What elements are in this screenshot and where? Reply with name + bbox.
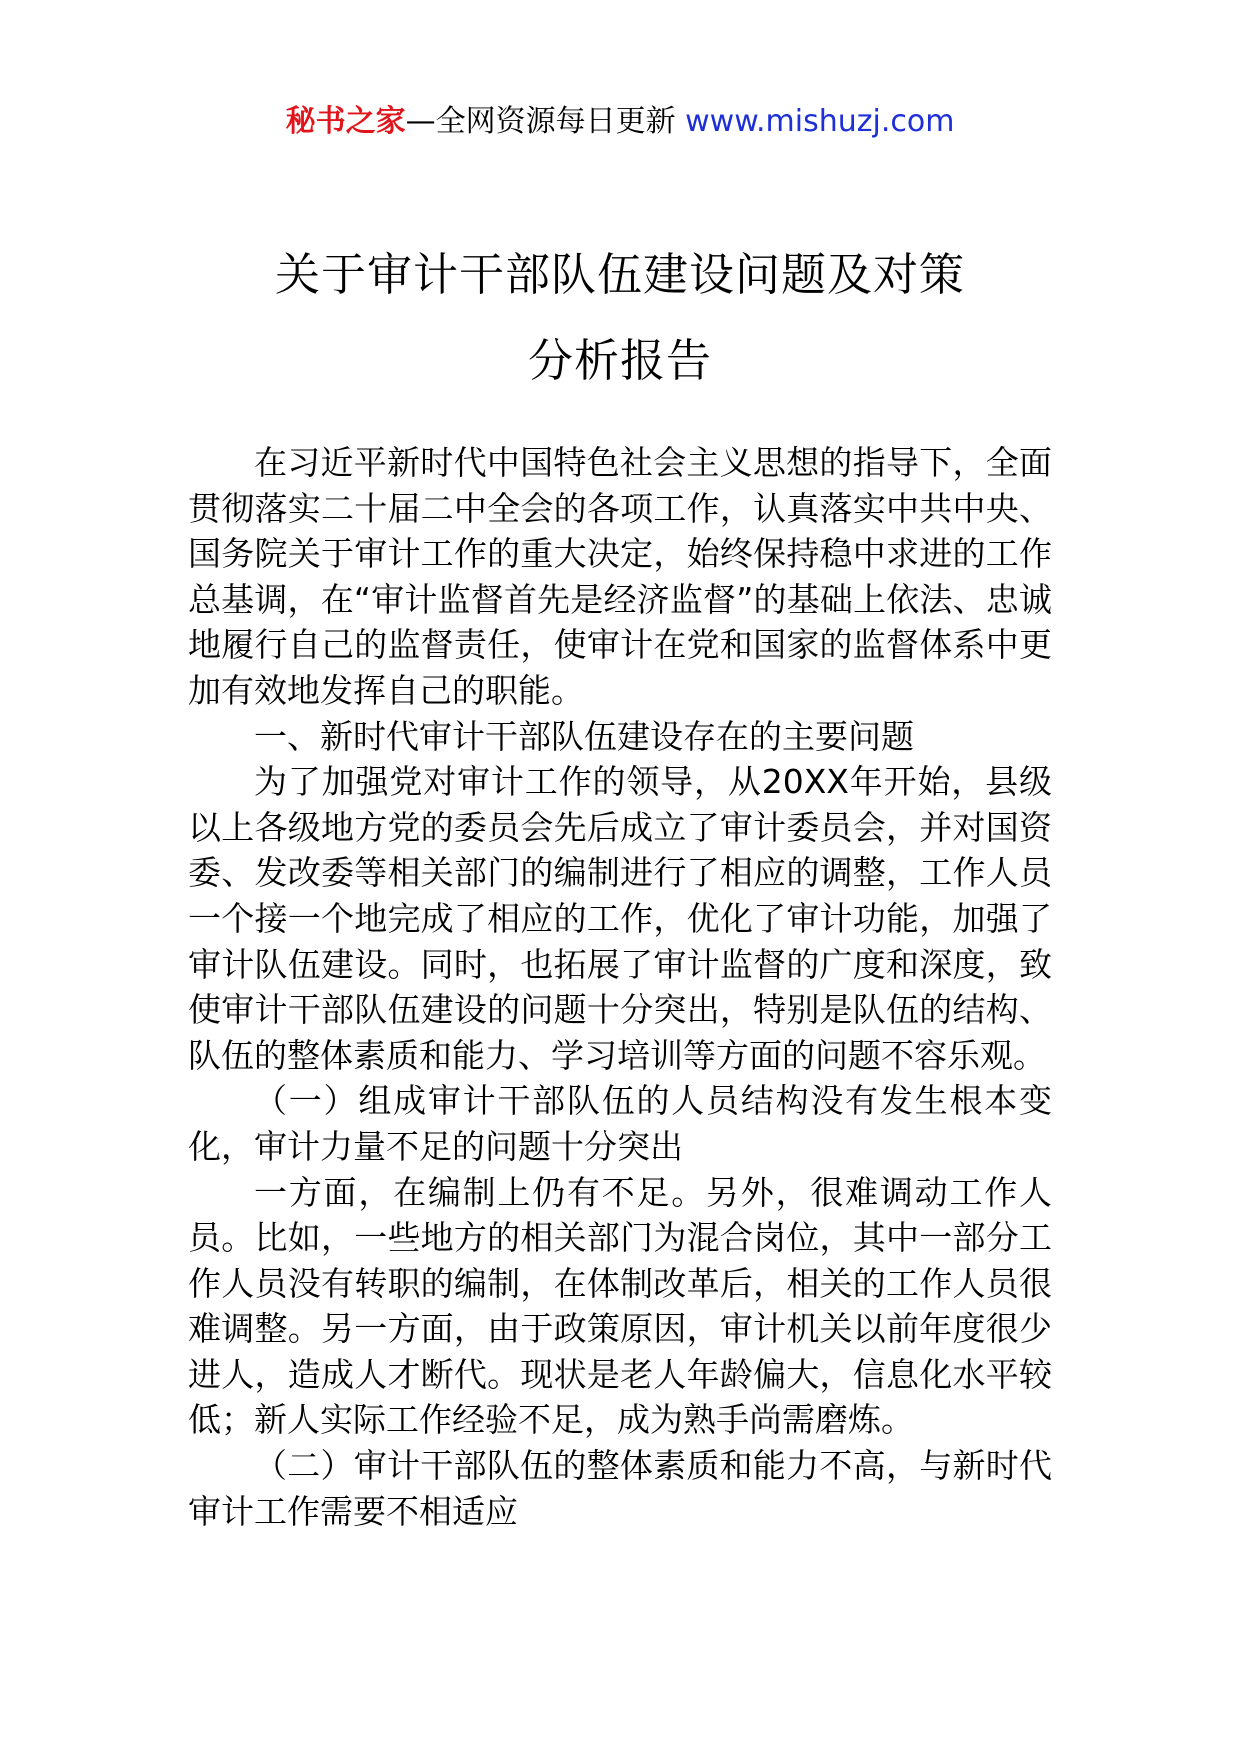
subsection-heading-2: （二）审计干部队伍的整体素质和能力不高，与新时代审计工作需要不相适应 <box>188 1446 1052 1531</box>
title-line-2: 分析报告 <box>527 334 712 387</box>
header-tagline: —全网资源每日更新 <box>405 104 676 139</box>
site-url-link[interactable]: www.mishuzj.com <box>685 104 955 139</box>
intro-paragraph: 在习近平新时代中国特色社会主义思想的指导下，全面贯彻落实二十届二中全会的各项工作，认真落实中共中央、国务院关于审计工作的重大决定，始终保持稳中求进的工作总基调，在“审计监督首先是经济监督”的基础上依法、忠诚地履行自己的监督责任，使审计在党和国家的监督体系中更加有效地发挥自己的职能。 <box>188 443 1052 710</box>
body-paragraph: 为了加强党对审计工作的领导，从20XX年开始，县级以上各级地方党的委员会先后成立了审计委员会，并对国资委、发改委等相关部门的编制进行了相应的调整，工作人员一个接一个地完成了相应的工作，优化了审计功能，加强了审计队伍建设。同时，也拓展了审计监督的广度和深度，致使审计干部队伍建设的问题十分突出，特别是队伍的结构、队伍的整体素质和能力、学习培训等方面的问题不容乐观。 <box>188 762 1052 1075</box>
subsection-heading-1: （一）组成审计干部队伍的人员结构没有发生根本变化，审计力量不足的问题十分突出 <box>188 1081 1052 1166</box>
body-paragraph: 一方面，在编制上仍有不足。另外，很难调动工作人员。比如，一些地方的相关部门为混合岗位，其中一部分工作人员没有转职的编制，在体制改革后，相关的工作人员很难调整。另一方面，由于政策原因，审计机关以前年度很少进人，造成人才断代。现状是老人年龄偏大，信息化水平较低；新人实际工作经验不足，成为熟手尚需磨炼。 <box>188 1172 1052 1440</box>
title-line-1: 关于审计干部队伍建设问题及对策 <box>274 248 965 301</box>
section-heading-1: 一、新时代审计干部队伍建设存在的主要问题 <box>254 716 914 756</box>
document-body <box>188 440 1052 1534</box>
brand-name: 秘书之家 <box>285 104 406 139</box>
site-header <box>0 100 1240 144</box>
document-title <box>0 232 1240 404</box>
